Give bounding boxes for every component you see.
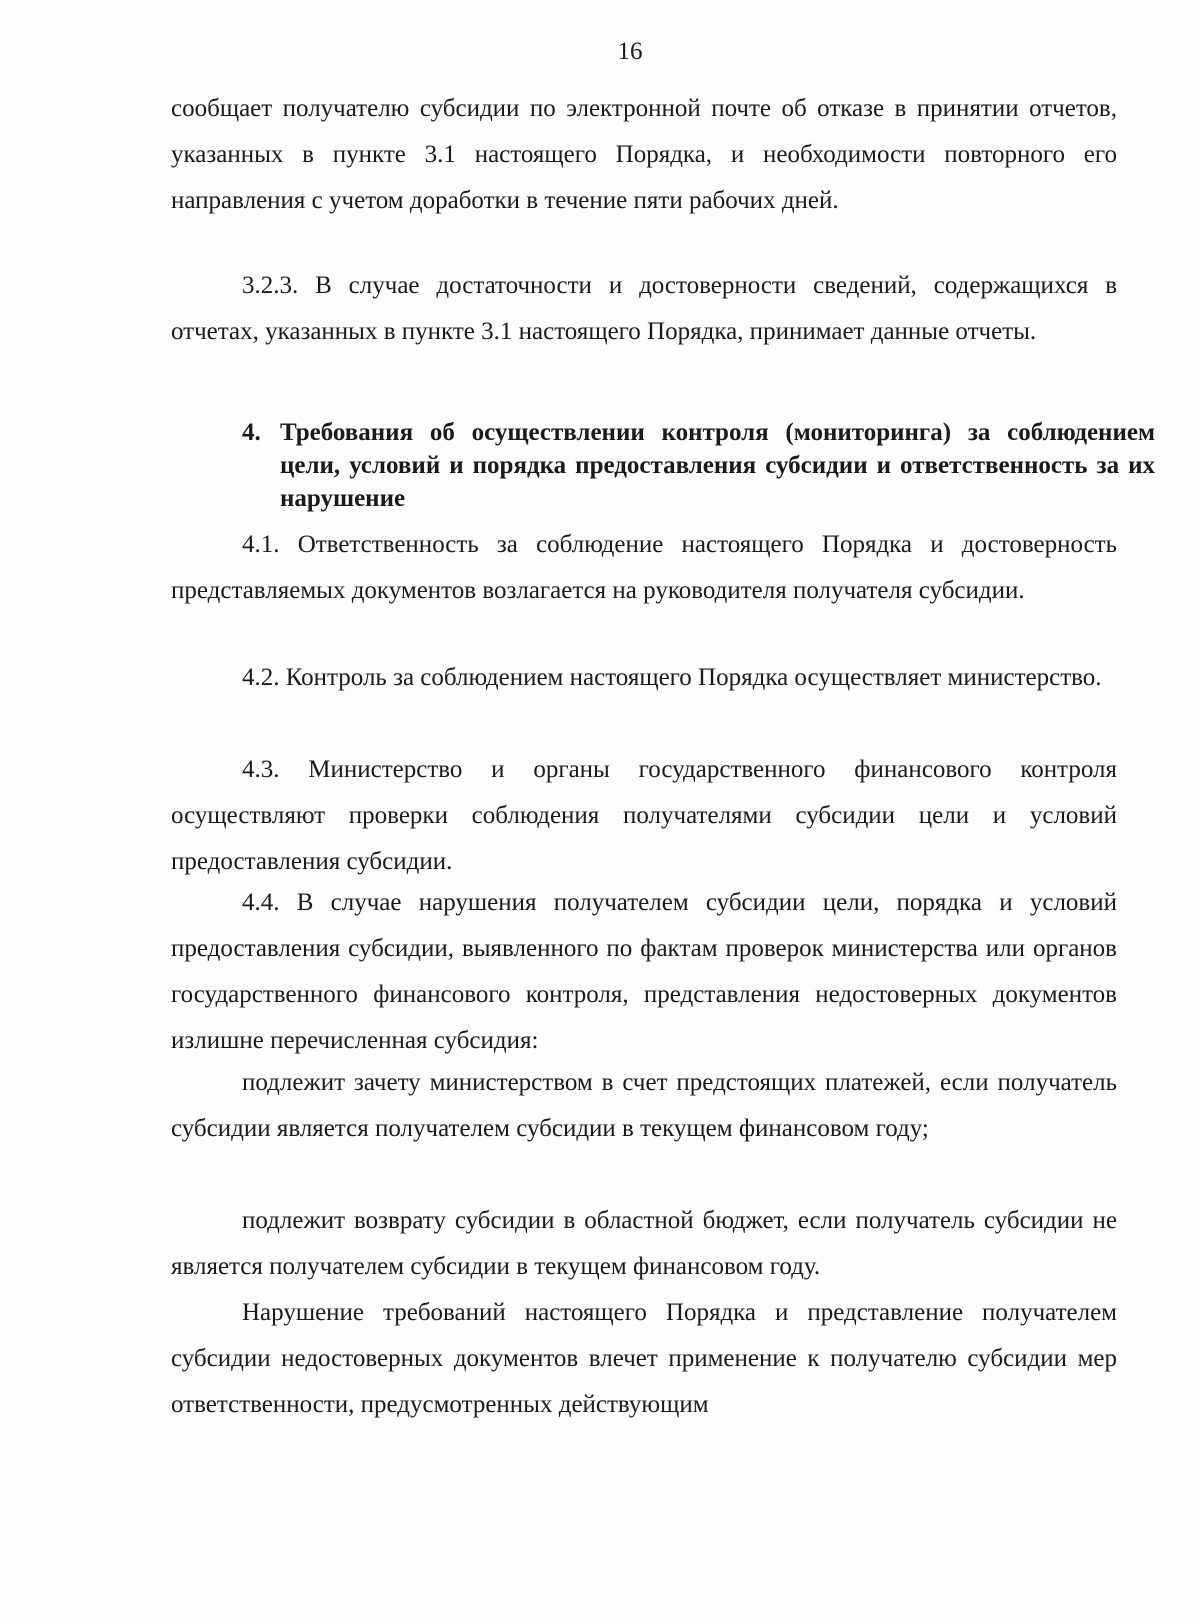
- section-4-title: Требования об осуществлении контроля (мониторинга) за соблюдением цели, условий и порядка предоставления субсидии и ответственность за их нарушение: [280, 419, 1155, 512]
- paragraph-refund-clause: подлежит возврату субсидии в областной бюджет, если получатель субсидии не является получателем субсидии в текущем финансовом году.: [171, 1207, 1117, 1280]
- paragraph-offset-clause: подлежит зачету министерством в счет предстоящих платежей, если получатель субсидии является получателем субсидии в текущем финансовом году;: [171, 1069, 1117, 1142]
- paragraph-continuation: сообщает получателю субсидии по электронной почте об отказе в принятии отчетов, указанных в пункте 3.1 настоящего Порядка, и необходимости повторного его направления с учетом доработки в течение пяти рабочих дней.: [171, 95, 1117, 214]
- paragraph-4-2: 4.2. Контроль за соблюдением настоящего Порядка осуществляет министерство.: [242, 664, 1102, 691]
- paragraph-4-4: 4.4. В случае нарушения получателем субсидии цели, порядка и условий предоставления субсидии, выявленного по фактам проверок министерства или органов государственного финансового контроля, представления недостоверных документов излишне перечисленная субсидия:: [171, 889, 1117, 1054]
- paragraph-3-2-3: 3.2.3. В случае достаточности и достоверности сведений, содержащихся в отчетах, указанных в пункте 3.1 настоящего Порядка, принимает данные отчеты.: [171, 272, 1117, 345]
- page-number: 16: [617, 38, 643, 65]
- paragraph-4-3: 4.3. Министерство и органы государственного финансового контроля осуществляют проверки соблюдения получателями субсидии цели и условий предоставления субсидии.: [171, 756, 1117, 875]
- paragraph-liability: Нарушение требований настоящего Порядка и представление получателем субсидии недостоверных документов влечет применение к получателю субсидии мер ответственности, предусмотренных действующим: [171, 1299, 1117, 1418]
- section-4-number: 4.: [242, 419, 261, 446]
- paragraph-4-1: 4.1. Ответственность за соблюдение настоящего Порядка и достоверность представляемых документов возлагается на руководителя получателя субсидии.: [171, 531, 1117, 604]
- section-4-heading: [242, 416, 1155, 515]
